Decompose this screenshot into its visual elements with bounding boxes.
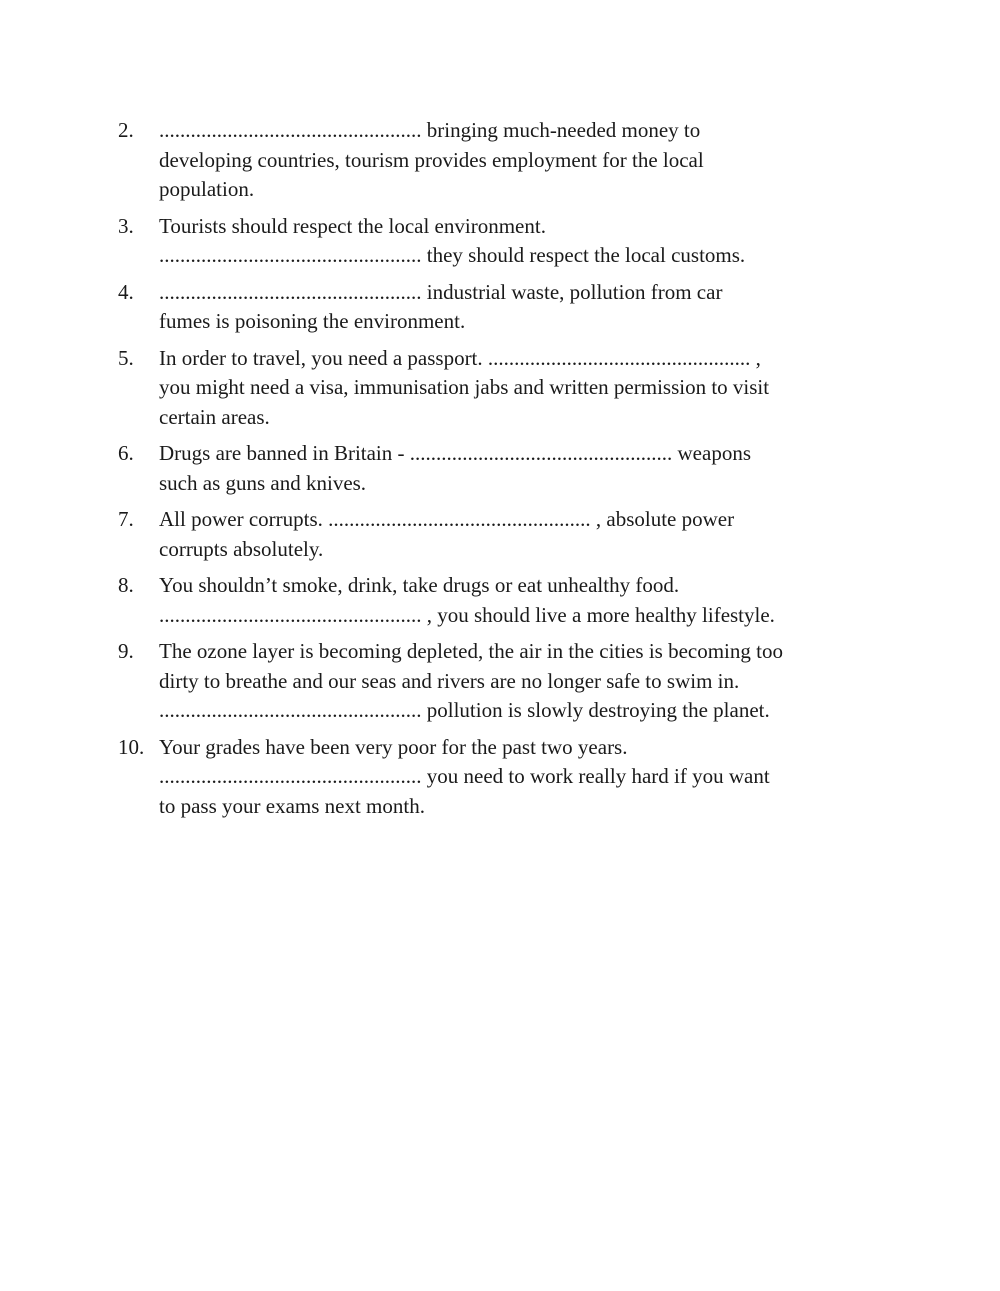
item-number: 5. xyxy=(118,345,134,370)
item-text xyxy=(159,505,918,564)
item-line: Tourists should respect the local environment. xyxy=(159,213,546,238)
item-number: 7. xyxy=(118,507,134,531)
item-line: In order to travel, you need a passport. .................................................. , xyxy=(159,345,761,370)
item-line: .................................................. you need to work really hard if you want xyxy=(159,764,770,788)
item-text xyxy=(159,344,918,433)
exercise-item-7 xyxy=(118,505,918,564)
item-number: 4. xyxy=(118,279,134,304)
item-line: Your grades have been very poor for the past two years. xyxy=(159,734,628,759)
exercise-item-8 xyxy=(118,571,918,630)
item-line: you might need a visa, immunisation jabs and written permission to visit xyxy=(159,375,770,399)
item-line: to pass your exams next month. xyxy=(159,793,425,818)
item-line: .................................................. pollution is slowly destroying the planet. xyxy=(159,698,770,722)
item-text xyxy=(159,571,918,630)
item-text xyxy=(159,637,918,726)
item-text xyxy=(159,116,918,205)
item-line: fumes is poisoning the environment. xyxy=(159,309,466,333)
item-line: You shouldn’t smoke, drink, take drugs or eat unhealthy food. xyxy=(159,573,680,597)
item-number: 2. xyxy=(118,118,134,142)
item-text xyxy=(159,733,918,822)
item-number: 6. xyxy=(118,441,134,465)
item-text xyxy=(159,212,918,271)
item-number: 10. xyxy=(118,734,145,759)
exercise-item-4 xyxy=(118,278,918,337)
item-line: .................................................. industrial waste, pollution from car xyxy=(159,279,723,304)
exercise-item-3 xyxy=(118,212,918,271)
exercise-item-5 xyxy=(118,344,918,433)
item-line: .................................................. bringing much-needed money to xyxy=(159,118,701,142)
item-line: Drugs are banned in Britain - .................................................. weapons xyxy=(159,441,751,465)
item-line: The ozone layer is becoming depleted, the air in the cities is becoming too xyxy=(159,639,783,663)
exercise-item-9 xyxy=(118,637,918,726)
item-text xyxy=(159,278,918,337)
item-line: population. xyxy=(159,177,255,201)
exercise-list xyxy=(118,116,918,828)
exercise-item-2 xyxy=(118,116,918,205)
item-number: 9. xyxy=(118,639,134,663)
item-line: certain areas. xyxy=(159,404,270,429)
item-line: such as guns and knives. xyxy=(159,470,367,495)
item-line: .................................................. they should respect the local customs. xyxy=(159,243,746,267)
item-line: corrupts absolutely. xyxy=(159,536,324,561)
item-line: .................................................. , you should live a more healthy lifestyle. xyxy=(159,602,775,627)
item-text xyxy=(159,439,918,498)
exercise-item-6 xyxy=(118,439,918,498)
item-line: dirty to breathe and our seas and rivers are no longer safe to swim in. xyxy=(159,668,740,693)
item-number: 8. xyxy=(118,573,134,597)
exercise-item-10 xyxy=(118,733,918,822)
item-line: All power corrupts. .................................................. , absolute power xyxy=(159,507,735,531)
item-line: developing countries, tourism provides employment for the local xyxy=(159,147,704,172)
item-number: 3. xyxy=(118,213,134,238)
